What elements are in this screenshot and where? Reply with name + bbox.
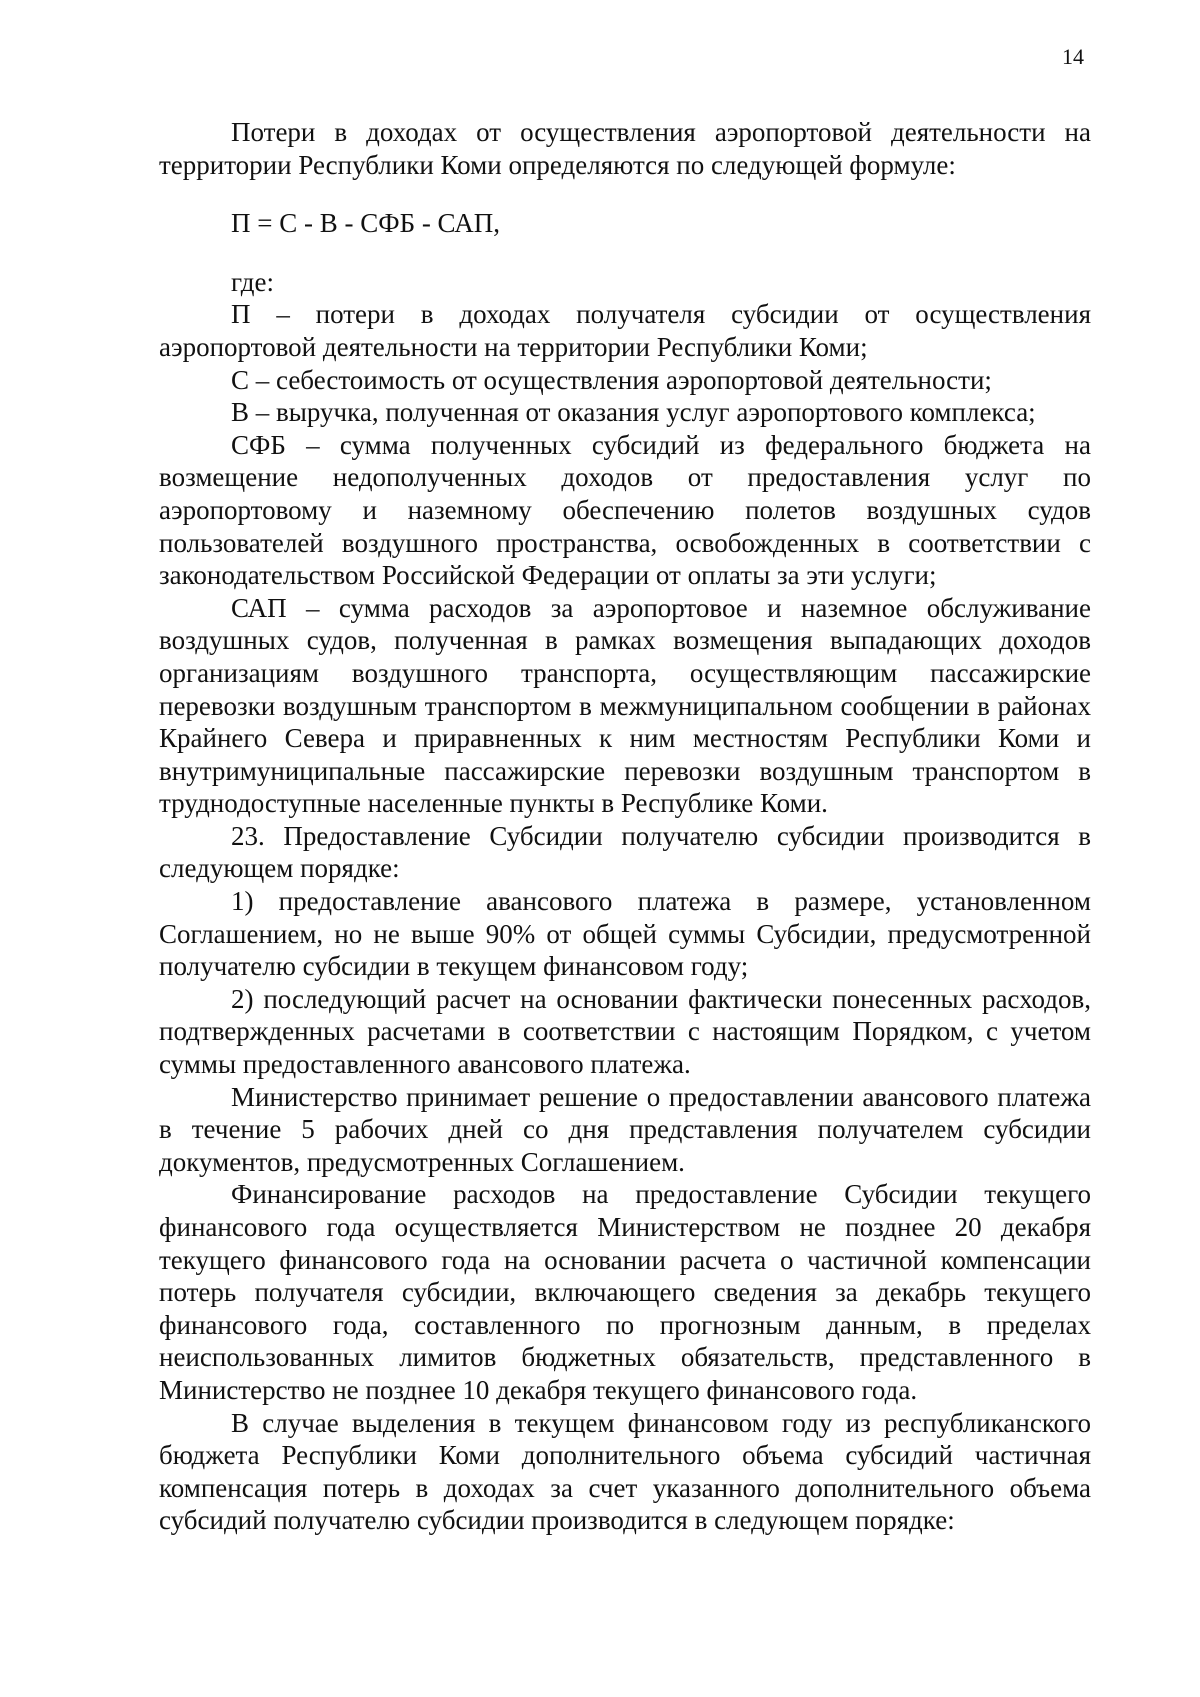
page-number: 14 <box>1062 44 1084 69</box>
clause-23-item-1: 1) предоставление авансового платежа в размере, установленном Соглашением, но не выше 90% от общей суммы Субсидии, предусмотренной получателю субсидии в текущем финансовом году; <box>159 886 1091 982</box>
definition-sap: САП – сумма расходов за аэропортовое и наземное обслуживание воздушных судов, полученная в рамках возмещения выпадающих доходов организациям воздушного транспорта, осуществляющим пассажирские перевозки воздушным транспортом в межмуниципальном сообщении в районах Крайнего Севера и приравненных к ним местностям Республики Коми и внутримуниципальные пассажирские перевозки воздушным транспортом в труднодоступные населенные пункты в Республике Коми. <box>159 592 1091 819</box>
definition-v: В – выручка, полученная от оказания услуг аэропортового комплекса; <box>231 397 1036 428</box>
where-label: где: <box>231 266 274 297</box>
definition-p: П – потери в доходах получателя субсидии от осуществления аэропортовой деятельности на территории Республики Коми; <box>159 299 1091 362</box>
formula: П = С - В - СФБ - САП, <box>231 208 500 239</box>
definition-sfb: СФБ – сумма полученных субсидий из федерального бюджета на возмещение недополученных доходов от предоставления услуг по аэропортовому и наземному обеспечению полетов воздушных судов пользователей воздушного пространства, освобожденных в соответствии с законодательством Российской Федерации от оплаты за эти услуги; <box>159 429 1091 591</box>
clause-23-item-2: 2) последующий расчет на основании фактически понесенных расходов, подтвержденных расчетами в соответствии с настоящим Порядком, с учетом суммы предоставленного авансового платежа. <box>159 983 1091 1080</box>
document-body <box>159 116 1091 1537</box>
definition-c: С – себестоимость от осуществления аэропортовой деятельности; <box>231 364 992 395</box>
paragraph-intro: Потери в доходах от осуществления аэропортовой деятельности на территории Республики Коми определяются по следующей формуле: <box>159 117 1091 180</box>
clause-23: 23. Предоставление Субсидии получателю субсидии производится в следующем порядке: <box>159 820 1091 884</box>
paragraph-additional-funding: В случае выделения в текущем финансовом году из республиканского бюджета Республики Коми дополнительного объема субсидий частичная компенсация потерь в доходах за счет указанного дополнительного объема субсидий получателю субсидии производится в следующем порядке: <box>159 1407 1091 1536</box>
paragraph-advance-decision: Министерство принимает решение о предоставлении авансового платежа в течение 5 рабочих дней со дня представления получателем субсидии документов, предусмотренных Соглашением. <box>159 1081 1091 1177</box>
paragraph-financing: Финансирование расходов на предоставление Субсидии текущего финансового года осуществляется Министерством не позднее 20 декабря текущего финансового года на основании расчета о частичной компенсации потерь получателя субсидии, включающего сведения за декабрь текущего финансового года, составленного по прогнозным данным, в пределах неиспользованных лимитов бюджетных обязательств, представленного в Министерство не позднее 10 декабря текущего финансового года. <box>159 1179 1091 1405</box>
